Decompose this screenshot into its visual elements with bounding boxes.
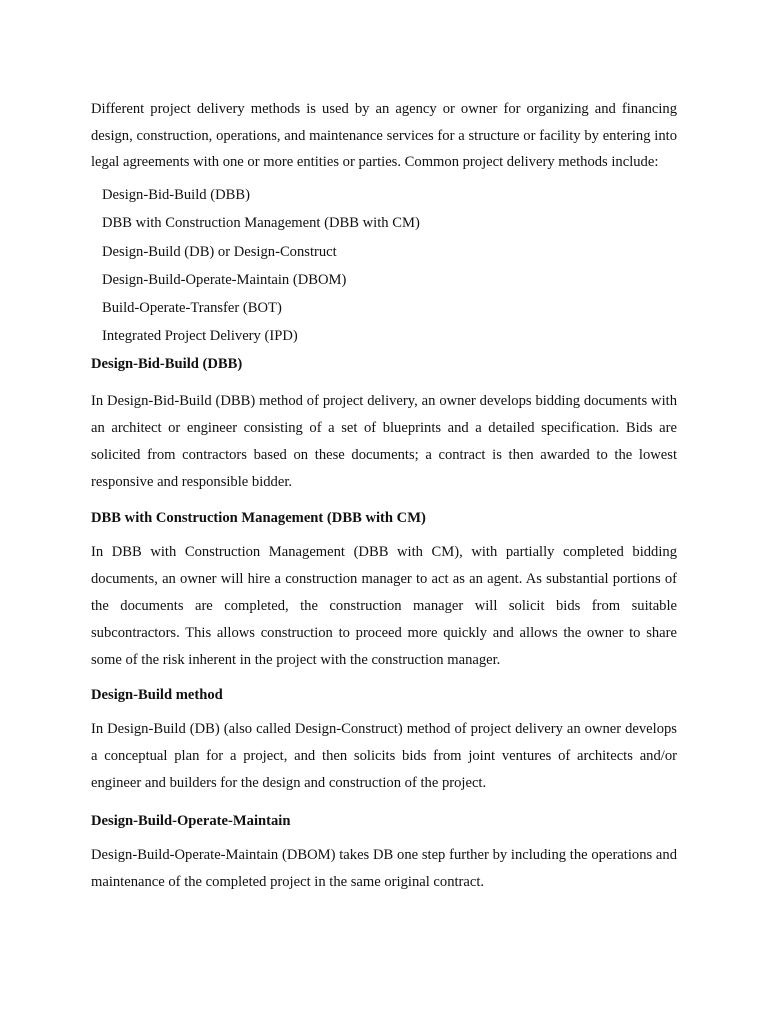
document-page [91,96,677,896]
section-body-design-build: In Design-Build (DB) (also called Design-Construct) method of project delivery an owner develops a conceptual plan for a project, and then solicits bids from joint ventures of architects and/or engineer and builders for the design and construction of the project. [91,721,677,792]
section-body-dbb-cm: In DBB with Construction Management (DBB with CM), with partially completed bidding documents, an owner will hire a construction manager to act as an agent. As substantial portions of the documents are completed, the construction manager will solicit bids from suitable subcontractors. This allows construction to proceed more quickly and allows the owner to share some of the risk inherent in the project with the construction manager. [91,544,677,669]
section-heading-design-build: Design-Build method [91,687,223,704]
list-item: Build-Operate-Transfer (BOT) [102,299,282,316]
delivery-methods-list [102,181,677,350]
section-body-dbb: In Design-Bid-Build (DBB) method of project delivery, an owner develops bidding documents with an architect or engineer consisting of a set of blueprints and a detailed specification. Bids are solicited from contractors based on these documents; a contract is then awarded to the lowest responsive and responsible bidder. [91,393,677,491]
list-item: Design-Bid-Build (DBB) [102,187,250,204]
section-heading-dbb-cm: DBB with Construction Management (DBB with CM) [91,510,426,527]
list-item: Design-Build (DB) or Design-Construct [102,243,337,260]
intro-paragraph: Different project delivery methods is used by an agency or owner for organizing and financing design, construction, operations, and maintenance services for a structure or facility by entering into legal agreements with one or more entities or parties. Common project delivery methods include: [91,101,677,171]
list-item: DBB with Construction Management (DBB with CM) [102,215,420,232]
section-body-dbom: Design-Build-Operate-Maintain (DBOM) takes DB one step further by including the operations and maintenance of the completed project in the same original contract. [91,847,677,891]
list-item: Integrated Project Delivery (IPD) [102,328,298,345]
section-heading-dbom: Design-Build-Operate-Maintain [91,813,291,830]
section-heading-dbb: Design-Bid-Build (DBB) [91,356,243,373]
list-item: Design-Build-Operate-Maintain (DBOM) [102,271,347,288]
